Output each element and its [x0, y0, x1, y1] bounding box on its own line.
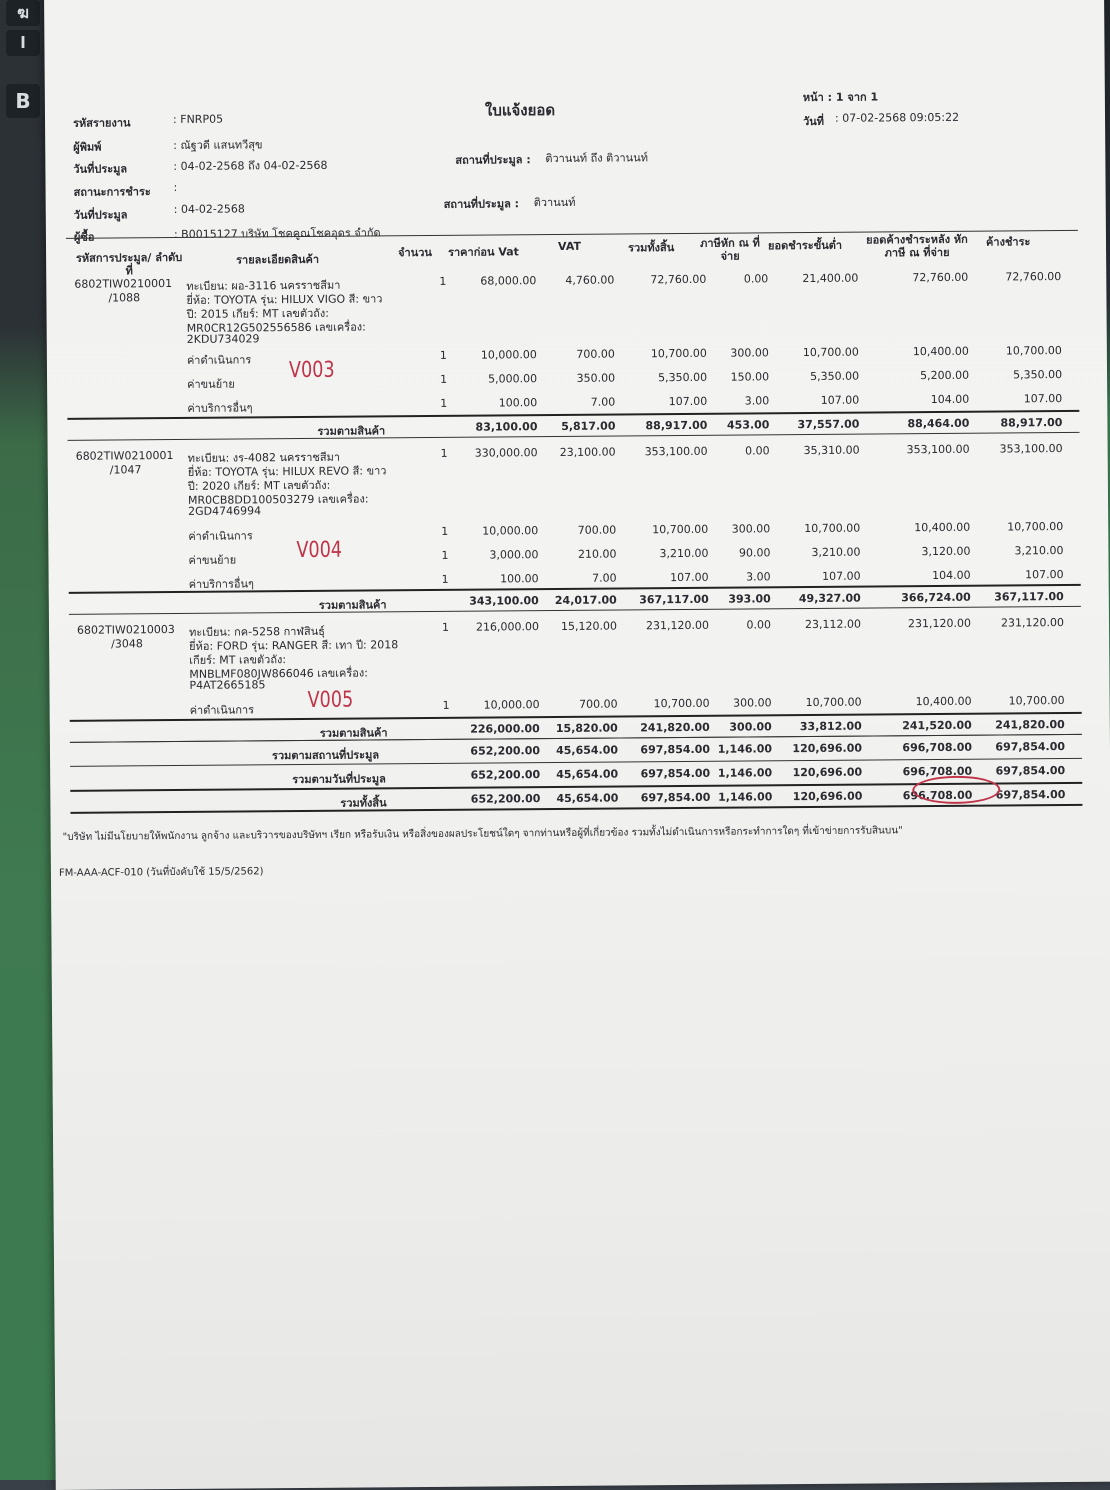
- cell-vat: 700.00: [579, 697, 618, 711]
- cell-due: 367,117.00: [994, 590, 1064, 604]
- cell-price: 652,200.00: [470, 744, 541, 758]
- cell-due: 10,700.00: [1008, 694, 1065, 708]
- col-header-detail: รายละเอียดสินค้า: [236, 252, 320, 267]
- cell-paid: 3,210.00: [811, 545, 861, 559]
- cell-wht: 393.00: [728, 592, 771, 606]
- col-header-paid: ยอดชำระขั้นต่ำ: [767, 238, 843, 253]
- cell-wht: 300.00: [731, 522, 771, 536]
- cell-price: 83,100.00: [475, 420, 538, 434]
- cell-wht: 90.00: [738, 546, 771, 560]
- cell-qty: 1: [442, 698, 450, 712]
- cell-vat: 7.00: [592, 571, 617, 585]
- cell-wht: 0.00: [746, 618, 772, 632]
- handwritten-note: V004: [296, 537, 343, 564]
- report-title: ใบแจ้งยอด: [484, 100, 556, 120]
- handwritten-note: V005: [307, 687, 354, 713]
- item-detail-line: ทะเบียน: ผอ-3116 นครราชสีมา: [186, 278, 341, 293]
- item-detail-line: 2KDU734029: [186, 332, 260, 346]
- item-seq: /1088: [108, 291, 141, 305]
- cell-remain: 696,708.00: [902, 764, 973, 779]
- auction-date-label: วันที่ประมูล: [73, 162, 128, 176]
- cell-due: 697,854.00: [995, 764, 1066, 778]
- cell-due: 3,210.00: [1014, 544, 1064, 558]
- cell-vat: 15,820.00: [555, 721, 618, 736]
- cell-wht: 150.00: [730, 370, 770, 384]
- cell-qty: 1: [441, 524, 449, 538]
- totals-label: รวมตามสถานที่ประมูล: [271, 748, 380, 763]
- cell-total: 697,854.00: [640, 742, 711, 757]
- item-seq: /1047: [109, 463, 142, 477]
- fee-label: ค่าบริการอื่นๆ: [187, 401, 253, 415]
- totals-bottom-rule: [70, 804, 1082, 814]
- cell-remain: 3,120.00: [921, 544, 971, 559]
- fee-label: ค่าบริการอื่นๆ: [188, 577, 254, 591]
- cell-paid: 120,696.00: [792, 789, 863, 804]
- cell-total: 353,100.00: [644, 444, 708, 459]
- col-header-total: รวมทั้งสิ้น: [627, 241, 675, 255]
- cell-vat: 15,120.00: [560, 619, 618, 633]
- cell-paid: 21,400.00: [802, 271, 859, 286]
- payment-status: :: [173, 180, 178, 194]
- item-detail-line: MR0CB8DD100503279 เลขเครื่อง:: [187, 492, 369, 507]
- cell-vat: 350.00: [576, 371, 616, 385]
- cell-price: 5,000.00: [488, 372, 538, 386]
- auction-date2: : 04-02-2568: [173, 202, 245, 216]
- item-detail-line: 2GD4746994: [188, 504, 262, 518]
- fee-label: ค่าขนย้าย: [187, 377, 235, 391]
- cell-price: 100.00: [500, 572, 539, 586]
- keyboard-key: l: [6, 30, 40, 56]
- subtotal-label: รวมตามสินค้า: [318, 598, 387, 612]
- subtotal-label: รวมตามสินค้า: [319, 726, 388, 740]
- cell-price: 3,000.00: [489, 548, 539, 562]
- cell-wht: 0.00: [745, 444, 770, 458]
- cell-wht: 1,146.00: [717, 766, 773, 780]
- cell-vat: 45,654.00: [556, 743, 619, 758]
- cell-due: 5,350.00: [1013, 368, 1063, 382]
- cell-vat: 4,760.00: [565, 273, 615, 287]
- cell-remain: 5,200.00: [920, 368, 970, 383]
- cell-due: 353,100.00: [999, 442, 1063, 456]
- cell-paid: 10,700.00: [804, 521, 861, 536]
- cell-due: 697,854.00: [995, 788, 1066, 802]
- item-code: 6802TIW0210001: [75, 448, 174, 463]
- disclaimer-text: "บริษัท ไม่มีนโยบายให้พนักงาน ลูกจ้าง และบริวารของบริษัทฯ เรียก หรือรับเงิน หรือสิ่งของผลประโยชน์ใดๆ จากท่านหรือผู้ที่เกี่ยวข้อง รวมทั้งไม่ดำเนินการหรือกระทำการใดๆ ที่เข้าข่ายการรับสินบน": [62, 825, 903, 843]
- cell-due: 107.00: [1023, 392, 1063, 406]
- cell-due: 72,760.00: [1005, 270, 1062, 284]
- payment-status-label: สถานะการชำระ: [73, 185, 151, 199]
- cell-total: 88,917.00: [645, 418, 708, 433]
- cell-paid: 37,557.00: [797, 417, 860, 432]
- cell-remain: 72,760.00: [912, 270, 969, 285]
- cell-vat: 700.00: [576, 347, 615, 361]
- col-header-code: รหัสการประมูล/ ลำดับที่: [75, 250, 183, 278]
- cell-wht: 3.00: [744, 394, 770, 408]
- item-detail-line: ทะเบียน: งร-4082 นครราชสีมา: [187, 450, 341, 465]
- cell-total: 697,854.00: [640, 766, 711, 781]
- printer-label: ผู้พิมพ์: [73, 140, 102, 154]
- cell-price: 100.00: [498, 396, 538, 410]
- cell-vat: 5,817.00: [561, 419, 616, 433]
- item-detail-line: MR0CR12G502556586 เลขเครื่อง:: [186, 320, 366, 335]
- group-end-rule: [68, 432, 1080, 441]
- cell-paid: 10,700.00: [802, 345, 859, 360]
- item-seq: /3048: [111, 637, 143, 651]
- cell-paid: 23,112.00: [804, 617, 862, 632]
- keyboard-key: ฆ: [6, 0, 40, 26]
- cell-due: 107.00: [1025, 568, 1064, 582]
- auction-date-range: : 04-02-2568 ถึง 04-02-2568: [173, 158, 328, 173]
- cell-paid: 35,310.00: [803, 443, 860, 458]
- fee-label: ค่าดำเนินการ: [188, 529, 253, 543]
- cell-price: 226,000.00: [470, 722, 540, 736]
- cell-total: 367,117.00: [639, 592, 709, 607]
- subtotal-label: รวมตามสินค้า: [317, 424, 386, 438]
- cell-total: 697,854.00: [640, 790, 711, 805]
- cell-paid: 49,327.00: [798, 591, 861, 606]
- cell-vat: 45,654.00: [556, 767, 619, 782]
- cell-price: 652,200.00: [470, 768, 541, 782]
- cell-qty: 1: [440, 446, 448, 460]
- item-detail-line: ยี่ห้อ: TOYOTA รุ่น: HILUX REVO สี: ขาว: [187, 464, 387, 479]
- item-code: 6802TIW0210003: [76, 622, 175, 637]
- cell-remain: 696,708.00: [902, 740, 973, 755]
- cell-total: 5,350.00: [658, 370, 708, 385]
- cell-qty: 1: [440, 396, 448, 410]
- col-header-qty: จำนวน: [398, 245, 432, 260]
- cell-remain: 366,724.00: [901, 590, 971, 605]
- cell-due: 10,700.00: [1005, 344, 1062, 358]
- cell-total: 72,760.00: [650, 272, 707, 287]
- cell-remain: 10,400.00: [914, 520, 971, 535]
- item-detail-line: ปี: 2020 เกียร์: MT เลขตัวถัง:: [187, 478, 331, 493]
- cell-price: 10,000.00: [482, 524, 539, 538]
- cell-price: 68,000.00: [480, 274, 537, 288]
- buyer-label: ผู้ซื้อ: [73, 230, 95, 244]
- cell-due: 88,917.00: [1000, 416, 1063, 430]
- location2: ติวานนท์: [533, 195, 576, 210]
- location2-label: สถานที่ประมูล :: [443, 197, 520, 211]
- cell-price: 10,000.00: [480, 348, 537, 362]
- item-detail-line: เกียร์: MT เลขตัวถัง:: [189, 653, 287, 667]
- handwritten-note: V003: [288, 357, 335, 384]
- cell-due: 241,820.00: [995, 718, 1065, 732]
- cell-paid: 5,350.00: [810, 369, 860, 383]
- cell-vat: 7.00: [590, 395, 616, 409]
- item-detail-line: MNBLMF080JW866046 เลขเครื่อง:: [189, 666, 368, 681]
- cell-vat: 23,100.00: [559, 445, 616, 459]
- item-detail-line: P4AT2665185: [189, 678, 266, 692]
- cell-remain: 104.00: [930, 392, 970, 407]
- cell-paid: 107.00: [822, 569, 861, 583]
- page-number: หน้า : 1 จาก 1: [802, 90, 879, 105]
- cell-total: 231,120.00: [645, 618, 710, 633]
- cell-total: 107.00: [670, 570, 709, 585]
- cell-remain: 10,400.00: [915, 694, 972, 709]
- cell-total: 241,820.00: [640, 720, 710, 735]
- totals-label: รวมทั้งสิ้น: [340, 796, 387, 810]
- cell-total: 10,700.00: [650, 346, 707, 361]
- print-date: : 07-02-2568 09:05:22: [834, 110, 960, 125]
- cell-remain: 88,464.00: [907, 416, 970, 431]
- col-header-vat: VAT: [557, 239, 582, 253]
- cell-paid: 120,696.00: [792, 765, 863, 780]
- cell-wht: 1,146.00: [717, 742, 773, 756]
- cell-qty: 1: [441, 548, 449, 562]
- cell-due: 10,700.00: [1007, 520, 1064, 534]
- keyboard-key: B: [6, 84, 40, 118]
- totals-label: รวมตามวันที่ประมูล: [292, 772, 386, 787]
- cell-qty: 1: [439, 348, 447, 362]
- cell-total: 10,700.00: [652, 522, 709, 537]
- item-detail-line: ปี: 2015 เกียร์: MT เลขตัวถัง:: [186, 306, 330, 321]
- cell-wht: 453.00: [726, 418, 770, 432]
- statement-paper: [44, 0, 1110, 1490]
- fee-label: ค่าดำเนินการ: [189, 703, 255, 717]
- cell-vat: 45,654.00: [556, 791, 619, 806]
- report-code: : FNRP05: [172, 112, 224, 126]
- cell-paid: 33,812.00: [799, 719, 862, 734]
- col-header-remain: ยอดค้างชำระหลัง หักภาษี ณ ที่จ่าย: [866, 232, 968, 260]
- cell-total: 10,700.00: [653, 696, 710, 711]
- cell-price: 330,000.00: [474, 446, 538, 460]
- cell-due: 231,120.00: [1000, 616, 1065, 630]
- item-detail-line: ยี่ห้อ: FORD รุ่น: RANGER สี: เทา ปี: 2018: [189, 638, 399, 653]
- cell-wht: 300.00: [733, 696, 772, 710]
- cell-total: 107.00: [668, 394, 708, 409]
- fee-label: ค่าดำเนินการ: [186, 353, 252, 367]
- item-detail-line: ยี่ห้อ: TOYOTA รุ่น: HILUX VIGO สี: ขาว: [186, 292, 383, 307]
- item-code: 6802TIW0210001: [74, 277, 173, 291]
- cell-vat: 24,017.00: [554, 593, 617, 608]
- cell-price: 343,100.00: [469, 594, 539, 608]
- cell-wht: 3.00: [746, 570, 771, 584]
- form-code: FM-AAA-ACF-010 (วันที่บังคับใช้ 15/5/2562): [58, 866, 264, 879]
- cell-due: 697,854.00: [995, 740, 1066, 754]
- cell-wht: 1,146.00: [718, 790, 773, 804]
- cell-vat: 210.00: [577, 547, 617, 561]
- cell-remain: 241,520.00: [902, 718, 972, 733]
- cell-remain: 10,400.00: [912, 344, 969, 359]
- cell-paid: 10,700.00: [805, 695, 862, 710]
- cell-qty: 1: [440, 372, 448, 386]
- cell-qty: 1: [439, 274, 447, 288]
- buyer-name: : B0015127 บริษัท โชคคูณโชคอุดร จำกัด: [173, 226, 381, 241]
- report-code-label: รหัสรายงาน: [72, 116, 131, 130]
- col-header-wht: ภาษีหัก ณ ที่จ่าย: [700, 236, 760, 263]
- cell-remain: 104.00: [932, 568, 971, 583]
- auction-date2-label: วันที่ประมูล: [73, 208, 128, 222]
- cell-price: 216,000.00: [475, 620, 540, 634]
- cell-wht: 0.00: [743, 272, 769, 286]
- cell-wht: 300.00: [729, 720, 772, 734]
- fee-label: ค่าขนย้าย: [188, 553, 237, 567]
- print-date-label: วันที่: [803, 114, 825, 129]
- cell-price: 652,200.00: [470, 792, 541, 806]
- col-header-price: ราคาก่อน Vat: [448, 245, 519, 259]
- cell-total: 3,210.00: [659, 546, 709, 561]
- cell-remain: 231,120.00: [907, 616, 972, 631]
- printer-name: : ณัฐวดี แสนทวีสุข: [173, 138, 263, 152]
- cell-qty: 1: [441, 620, 450, 634]
- cell-paid: 120,696.00: [792, 741, 863, 756]
- location-label: สถานที่ประมูล :: [455, 153, 531, 167]
- cell-remain: 353,100.00: [906, 442, 970, 457]
- item-detail-line: ทะเบียน: กค-5258 กาฬสินธุ์: [188, 624, 325, 639]
- location-range: ติวานนท์ ถึง ติวานนท์: [545, 151, 648, 166]
- cell-wht: 300.00: [730, 346, 769, 360]
- col-header-due: ค้างชำระ: [985, 235, 1031, 249]
- cell-vat: 700.00: [577, 523, 617, 537]
- cell-qty: 1: [441, 572, 449, 586]
- cell-remain: 696,708.00: [902, 788, 973, 803]
- cell-paid: 107.00: [820, 393, 860, 407]
- cell-price: 10,000.00: [483, 698, 540, 712]
- group-end-rule: [69, 606, 1081, 615]
